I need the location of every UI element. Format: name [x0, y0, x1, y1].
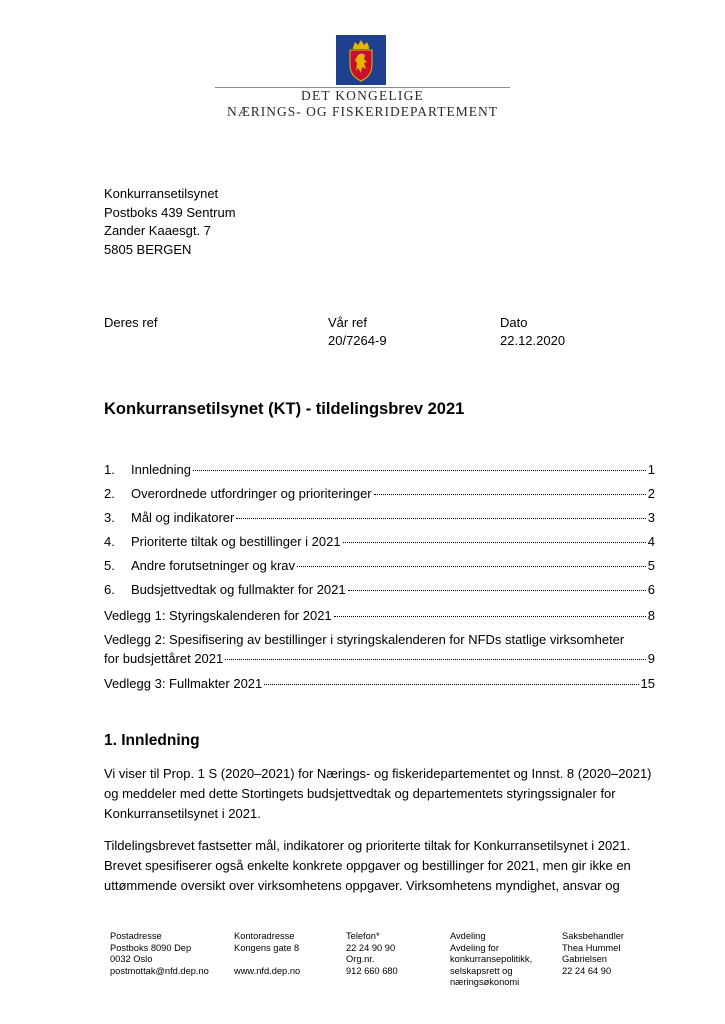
toc-appendix-page: 9 [647, 651, 655, 666]
toc-appendix-text: Vedlegg 1: Styringskalenderen for 2021 [104, 608, 332, 623]
toc-leader [225, 659, 646, 660]
footer-label: Kontoradresse [234, 931, 295, 941]
footer-website: www.nfd.dep.no [234, 965, 301, 976]
footer-postadresse [110, 931, 209, 977]
toc-leader [236, 518, 645, 519]
deres-ref-label: Deres ref [104, 315, 158, 330]
footer-label: Saksbehandler [562, 931, 625, 941]
toc-item-text: Andre forutsetninger og krav [131, 558, 296, 573]
toc-item-number: 1. [104, 462, 115, 477]
coat-of-arms-icon [336, 35, 386, 85]
toc-item[interactable] [104, 510, 655, 526]
footer-line: Avdeling for [450, 942, 499, 953]
footer-line: 0032 Oslo [110, 954, 153, 965]
toc-item-number: 6. [104, 582, 115, 597]
toc-leader [334, 616, 646, 617]
toc-item-page: 2 [647, 486, 655, 501]
footer-avdeling [450, 931, 532, 989]
toc-appendix[interactable] [104, 651, 655, 667]
toc-item[interactable] [104, 558, 655, 574]
toc-item-number: 5. [104, 558, 115, 573]
footer-kontoradresse [234, 931, 300, 977]
footer-label: Avdeling [450, 931, 486, 941]
address-line: Konkurransetilsynet [104, 186, 219, 201]
footer-line: Thea Hummel [562, 942, 621, 953]
footer-line: selskapsrett og [450, 965, 513, 976]
toc-leader [193, 470, 646, 471]
letterhead-logo [215, 30, 510, 122]
footer-line: Postboks 8090 Dep [110, 942, 192, 953]
toc-item-text: Prioriterte tiltak og bestillinger i 2021 [131, 534, 341, 549]
toc-item-number: 3. [104, 510, 115, 525]
toc-item-page: 3 [647, 510, 655, 525]
address-line: Postboks 439 Sentrum [104, 204, 236, 220]
footer-line: 22 24 90 90 [346, 942, 396, 953]
toc-appendix-page: 15 [640, 676, 655, 691]
toc-item-text: Innledning [131, 462, 191, 477]
address-line: Zander Kaaesgt. 7 [104, 223, 211, 238]
toc-appendix[interactable] [104, 608, 655, 624]
toc-item-number: 4. [104, 534, 115, 549]
toc-item-text: Overordnede utfordringer og prioriteringer [131, 486, 372, 501]
toc-appendix-text: Vedlegg 2: Spesifisering av bestillinger i styringskalenderen for NFDs statlige virksomheter [104, 632, 625, 647]
toc-item-page: 4 [647, 534, 655, 549]
toc-item[interactable] [104, 534, 655, 550]
toc-item-page: 1 [647, 462, 655, 477]
toc-leader [374, 494, 646, 495]
var-ref-label: Vår ref [328, 315, 368, 330]
toc-appendix-line1[interactable] [104, 632, 655, 648]
address-line: 5805 BERGEN [104, 241, 192, 257]
toc-item[interactable] [104, 462, 655, 478]
var-ref-value: 20/7264-9 [328, 333, 387, 348]
footer-line: næringsøkonomi [450, 977, 520, 988]
toc-appendix-text: for budsjettåret 2021 [104, 651, 224, 666]
footer-telefon [346, 931, 398, 977]
footer-line: 912 660 680 [346, 965, 398, 976]
toc-leader [343, 542, 646, 543]
footer-line: Org.nr. [346, 954, 375, 965]
body-paragraph: Tildelingsbrevet fastsetter mål, indikatorer og prioriterte tiltak for Konkurransetilsynet i 2021. Brevet spesifiserer også enkelte konkrete oppgaver og bestillinger for 2021, men gir ikke en uttømmende oversikt over virksomhetens oppgaver. Virksomhetens myndighet, ansvar og [104, 838, 631, 893]
footer-email: postmottak@nfd.dep.no [110, 965, 209, 976]
footer-label: Telefon* [346, 931, 380, 941]
letterhead-line2: NÆRINGS- OG FISKERIDEPARTEMENT [227, 104, 498, 119]
toc-item-number: 2. [104, 486, 115, 501]
footer-line [234, 954, 300, 966]
toc-item-page: 6 [647, 582, 655, 597]
letterhead-line1: DET KONGELIGE [301, 88, 424, 103]
recipient-address [104, 185, 236, 259]
page-title: Konkurransetilsynet (KT) - tildelingsbrev 2021 [104, 400, 465, 418]
footer-line: konkurransepolitikk, [450, 954, 533, 965]
footer-line: Kongens gate 8 [234, 942, 300, 953]
toc-leader [264, 684, 638, 685]
toc-item-text: Mål og indikatorer [131, 510, 235, 525]
toc-item[interactable] [104, 582, 655, 598]
dato-value: 22.12.2020 [500, 333, 566, 348]
body-paragraph: Vi viser til Prop. 1 S (2020–2021) for Nærings- og fiskeridepartementet og Innst. 8 (2020–2021) og meddeler med dette Stortingets budsjettvedtak og departementets styringssignaler for Konkurransetilsynet i 2021. [104, 766, 652, 821]
toc-item[interactable] [104, 486, 655, 502]
footer-saksbehandler [562, 931, 624, 977]
footer-line: Gabrielsen [562, 954, 607, 965]
toc-appendix-page: 8 [647, 608, 655, 623]
toc-appendix[interactable] [104, 676, 655, 692]
dato-label: Dato [500, 315, 528, 330]
toc-leader [348, 590, 646, 591]
toc-appendix-text: Vedlegg 3: Fullmakter 2021 [104, 676, 263, 691]
toc-item-page: 5 [647, 558, 655, 573]
toc-item-text: Budsjettvedtak og fullmakter for 2021 [131, 582, 346, 597]
section-heading: 1. Innledning [104, 732, 200, 749]
toc-leader [297, 566, 646, 567]
footer-line: 22 24 64 90 [562, 965, 612, 976]
footer-label: Postadresse [110, 931, 162, 941]
